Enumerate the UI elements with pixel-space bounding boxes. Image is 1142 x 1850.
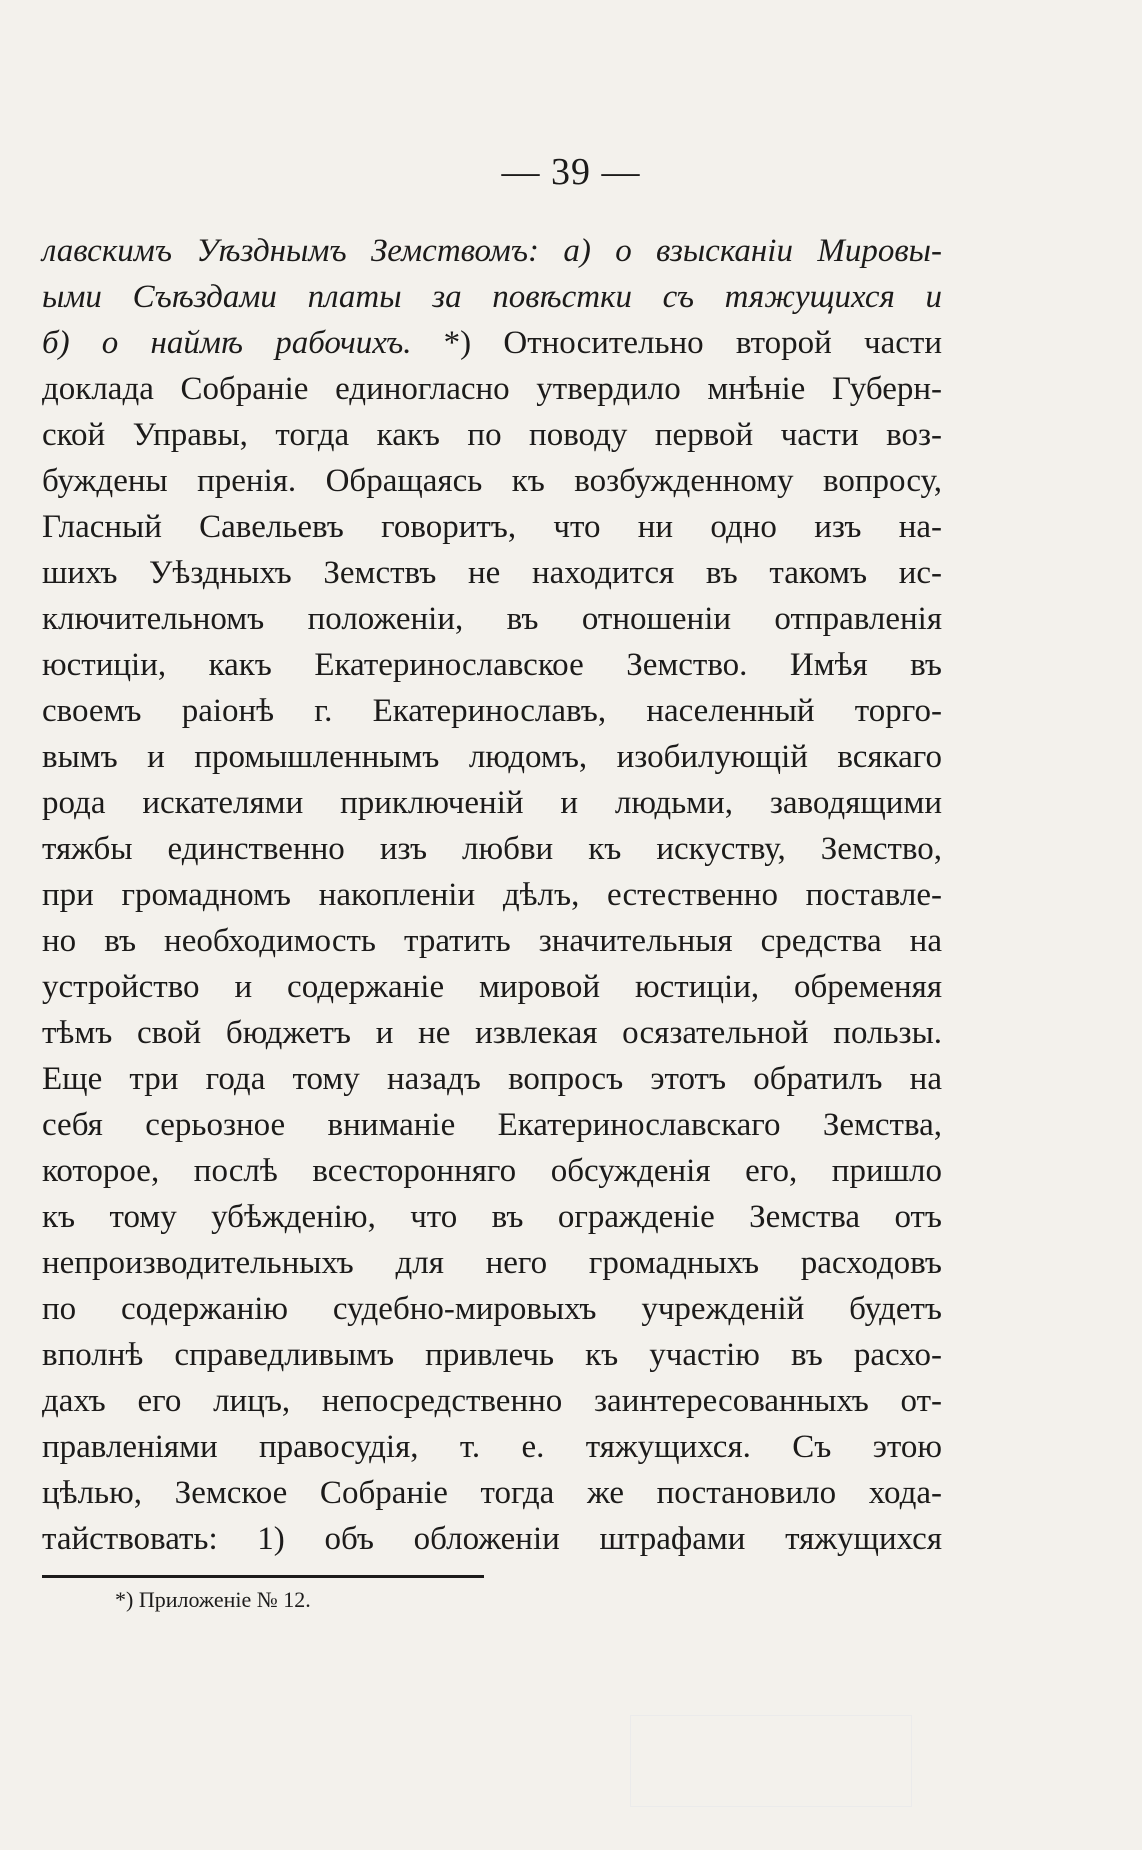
text-segment: вполнѣ справедливымъ привлечь къ участію въ расхо-: [42, 1337, 942, 1373]
text-line: [42, 1516, 942, 1562]
text-segment: рода искателями приключеній и людьми, заводящими: [42, 785, 942, 821]
text-segment: юстиціи, какъ Екатеринославское Земство. Имѣя въ: [42, 647, 942, 683]
text-line: [42, 1102, 942, 1148]
text-line: [42, 550, 942, 596]
text-segment: тѣмъ свой бюджетъ и не извлекая осязательной пользы.: [42, 1015, 942, 1051]
italic-text-segment: б) о наймѣ рабочихъ.: [42, 325, 412, 361]
text-line: [42, 918, 942, 964]
text-segment: дахъ его лицъ, непосредственно заинтересованныхъ от-: [42, 1383, 942, 1419]
text-line: [42, 1148, 942, 1194]
text-line: [42, 228, 942, 274]
text-segment: устройство и содержаніе мировой юстиціи, обременяя: [42, 969, 942, 1005]
text-line: [42, 412, 942, 458]
footnote-rule: [42, 1575, 484, 1578]
text-segment: по содержанію судебно-мировыхъ учрежденій будетъ: [42, 1291, 942, 1327]
text-segment: Еще три года тому назадъ вопросъ этотъ обратилъ на: [42, 1061, 942, 1097]
text-segment: шихъ Уѣздныхъ Земствъ не находится въ такомъ ис-: [42, 555, 942, 591]
text-line: [42, 826, 942, 872]
text-segment: которое, послѣ всесторонняго обсужденія его, пришло: [42, 1153, 942, 1189]
text-segment: правленіями правосудія, т. е. тяжущихся. Съ этою: [42, 1429, 942, 1465]
text-segment: непроизводительныхъ для него громадныхъ расходовъ: [42, 1245, 942, 1281]
italic-text-segment: ыми Съѣздами платы за повѣстки съ тяжущихся и: [42, 279, 942, 315]
text-segment: своемъ раіонѣ г. Екатеринославъ, населенный торго-: [42, 693, 942, 729]
text-segment: ключительномъ положеніи, въ отношеніи отправленія: [42, 601, 942, 637]
library-stamp: [630, 1715, 912, 1807]
body-text: [42, 228, 942, 1562]
text-segment: буждены пренія. Обращаясь къ возбужденному вопросу,: [42, 463, 942, 499]
text-line: [42, 1470, 942, 1516]
text-line: [42, 274, 942, 320]
text-segment: при громадномъ накопленіи дѣлъ, естественно поставле-: [42, 877, 942, 913]
text-line: [42, 1424, 942, 1470]
text-line: [42, 1332, 942, 1378]
text-segment: *) Относительно второй части: [411, 325, 942, 361]
text-segment: доклада Собраніе единогласно утвердило мнѣніе Губерн-: [42, 371, 942, 407]
text-line: [42, 872, 942, 918]
text-line: [42, 596, 942, 642]
text-line: [42, 780, 942, 826]
text-segment: вымъ и промышленнымъ людомъ, изобилующій всякаго: [42, 739, 942, 775]
footnote: *) Приложеніе № 12.: [115, 1587, 311, 1612]
text-line: [42, 1056, 942, 1102]
text-line: [42, 458, 942, 504]
page-number: — 39 —: [501, 151, 641, 193]
text-line: [42, 320, 942, 366]
text-line: [42, 642, 942, 688]
text-line: [42, 1286, 942, 1332]
text-line: [42, 734, 942, 780]
italic-text-segment: лавскимъ Уѣзднымъ Земствомъ: а) о взысканіи Мировы-: [42, 233, 942, 269]
text-segment: Гласный Савельевъ говоритъ, что ни одно изъ на-: [42, 509, 942, 545]
text-segment: тяжбы единственно изъ любви къ искуству, Земство,: [42, 831, 942, 867]
text-line: [42, 1010, 942, 1056]
text-segment: къ тому убѣжденію, что въ огражденіе Земства отъ: [42, 1199, 942, 1235]
text-segment: но въ необходимость тратить значительныя средства на: [42, 923, 942, 959]
text-line: [42, 504, 942, 550]
text-line: [42, 1194, 942, 1240]
text-line: [42, 688, 942, 734]
text-segment: цѣлью, Земское Собраніе тогда же постановило хода-: [42, 1475, 942, 1511]
text-segment: тайствовать: 1) объ обложеніи штрафами тяжущихся: [42, 1521, 942, 1557]
text-line: [42, 366, 942, 412]
text-line: [42, 964, 942, 1010]
text-segment: ской Управы, тогда какъ по поводу первой части воз-: [42, 417, 942, 453]
text-line: [42, 1378, 942, 1424]
text-line: [42, 1240, 942, 1286]
text-segment: себя серьозное вниманіе Екатеринославскаго Земства,: [42, 1107, 942, 1143]
